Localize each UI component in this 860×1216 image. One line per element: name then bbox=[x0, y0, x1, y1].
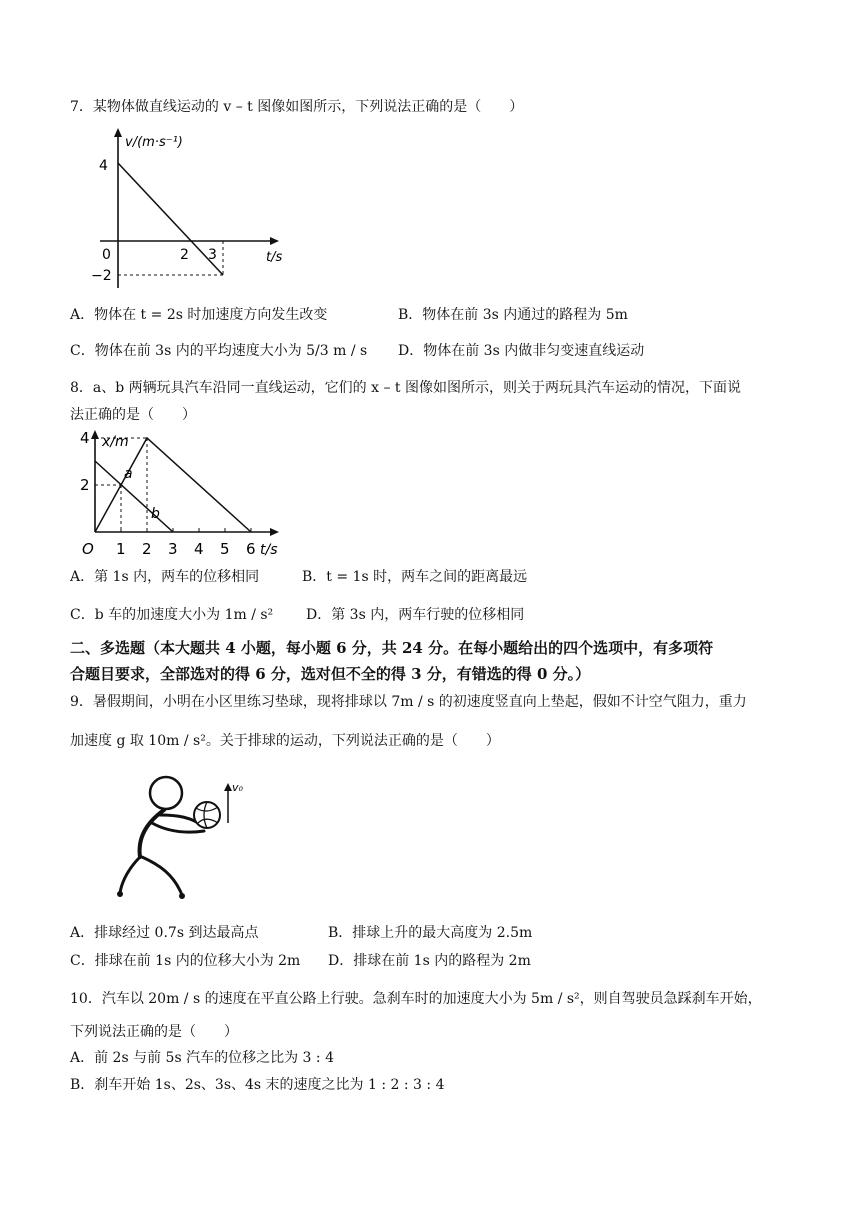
q8-xtick-2: 2 bbox=[142, 540, 152, 558]
q9-stem-line2: 加速度 g 取 10m / s²。关于排球的运动，下列说法正确的是（ ） bbox=[70, 733, 500, 749]
q7-y-arrow bbox=[114, 128, 122, 137]
section2-heading-line1: 二、多选题（本大题共 4 小题，每小题 6 分，共 24 分。在每小题给出的四个选项中，有多项符 bbox=[70, 639, 714, 657]
q7-option-a[interactable]: A．物体在 t = 2s 时加速度方向发生改变 bbox=[70, 307, 328, 323]
q7-ylabel: v/(m·s⁻¹) bbox=[125, 135, 183, 150]
q8-option-c[interactable]: C．b 车的加速度大小为 1m / s² bbox=[70, 607, 274, 623]
section2-heading-line2: 合题目要求，全部选对的得 6 分，选对但不全的得 3 分，有错选的得 0 分。） bbox=[70, 665, 591, 683]
q8-xt-graph bbox=[80, 430, 300, 560]
q10-stem-line2: 下列说法正确的是（ ） bbox=[70, 1024, 238, 1040]
q9-option-a[interactable]: A．排球经过 0.7s 到达最高点 bbox=[70, 925, 259, 941]
q9-stem-line1: 9．暑假期间，小明在小区里练习垫球，现将排球以 7m / s 的初速度竖直向上垫起，假如不计空气阻力，重力 bbox=[70, 694, 747, 710]
q8-stem-line1: 8．a、b 两辆玩具汽车沿同一直线运动，它们的 x – t 图像如图所示，则关于两玩具汽车运动的情况，下面说 bbox=[70, 380, 741, 396]
q10-option-a[interactable]: A．前 2s 与前 5s 汽车的位移之比为 3 : 4 bbox=[70, 1050, 334, 1066]
q8-xtick-4: 4 bbox=[194, 540, 204, 558]
q7-option-c[interactable]: C．物体在前 3s 内的平均速度大小为 5/3 m / s bbox=[70, 343, 368, 359]
q8-option-a[interactable]: A．第 1s 内，两车的位移相同 bbox=[70, 569, 260, 585]
q8-xtick-3: 3 bbox=[168, 540, 178, 558]
volleyball bbox=[194, 802, 220, 828]
q8-option-d[interactable]: D．第 3s 内，两车行驶的位移相同 bbox=[306, 607, 525, 623]
q8-xtick-5: 5 bbox=[220, 540, 230, 558]
q7-stem: 7．某物体做直线运动的 v – t 图像如图所示，下列说法正确的是（ ） bbox=[70, 99, 524, 115]
q9-volleyball-figure bbox=[112, 775, 252, 905]
player-head bbox=[150, 777, 182, 809]
q8-origin: O bbox=[82, 540, 94, 558]
q10-option-b[interactable]: B．刹车开始 1s、2s、3s、4s 末的速度之比为 1 : 2 : 3 : 4 bbox=[70, 1077, 445, 1093]
q7-option-d[interactable]: D．物体在前 3s 内做非匀变速直线运动 bbox=[398, 343, 645, 359]
q8-xtick-1: 1 bbox=[116, 540, 126, 558]
foot-right bbox=[179, 893, 185, 899]
q8-stem-line2: 法正确的是（ ） bbox=[70, 407, 196, 423]
q8-ytick-4: 4 bbox=[80, 429, 90, 447]
player-arm-lower bbox=[152, 823, 204, 832]
q8-label-a: a bbox=[124, 466, 133, 482]
player-leg-right bbox=[142, 857, 182, 895]
q8-line-a bbox=[95, 438, 251, 532]
q8-x-arrow bbox=[270, 528, 279, 536]
q7-tick-3: 3 bbox=[208, 247, 217, 263]
player-leg-left bbox=[120, 857, 140, 893]
q7-tick-neg2: −2 bbox=[91, 268, 112, 284]
q7-x-arrow bbox=[270, 237, 279, 245]
player-body bbox=[140, 810, 164, 857]
q8-option-b[interactable]: B．t = 1s 时，两车之间的距离最远 bbox=[302, 569, 528, 585]
q8-xlabel: t/s bbox=[260, 542, 278, 558]
q7-vt-graph bbox=[91, 128, 295, 288]
foot-left bbox=[117, 891, 123, 897]
q9-option-d[interactable]: D．排球在前 1s 内的路程为 2m bbox=[328, 953, 531, 969]
q7-tick-0: 0 bbox=[102, 247, 111, 263]
q8-ylabel: x/m bbox=[102, 434, 129, 450]
velocity-arrow-head bbox=[224, 783, 232, 791]
q7-option-b[interactable]: B．物体在前 3s 内通过的路程为 5m bbox=[398, 307, 628, 323]
q10-stem-line1: 10．汽车以 20m / s 的速度在平直公路上行驶。急刹车时的加速度大小为 5m / s²，则自驾驶员急踩刹车开始， bbox=[70, 991, 762, 1007]
q8-line-b bbox=[95, 461, 173, 532]
q7-xlabel: t/s bbox=[266, 250, 283, 265]
q7-tick-2: 2 bbox=[180, 247, 189, 263]
q9-option-b[interactable]: B．排球上升的最大高度为 2.5m bbox=[328, 925, 533, 941]
q8-ytick-2: 2 bbox=[80, 476, 90, 494]
q8-xtick-6: 6 bbox=[246, 540, 256, 558]
q9-v0-label: v₀ bbox=[232, 781, 243, 794]
q9-option-c[interactable]: C．排球在前 1s 内的位移大小为 2m bbox=[70, 953, 301, 969]
q7-tick-4: 4 bbox=[99, 158, 108, 174]
q8-label-b: b bbox=[151, 506, 160, 522]
